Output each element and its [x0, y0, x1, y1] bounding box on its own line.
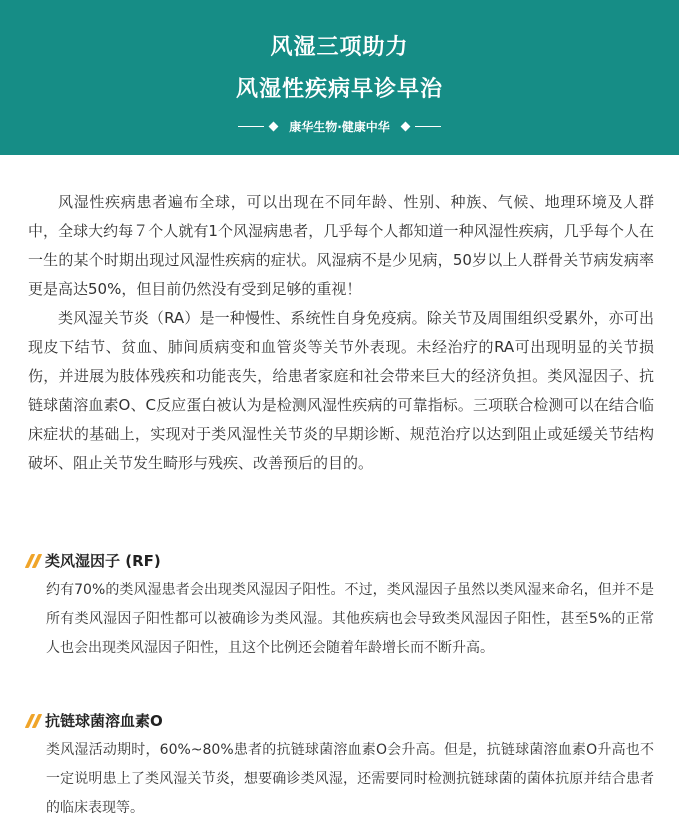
- section-body-rf: 约有70%的类风湿患者会出现类风湿因子阳性。不过，类风湿因子虽然以类风湿来命名，但并不是所有类风湿因子阳性都可以被确诊为类风湿。其他疾病也会导致类风湿因子阳性，甚至5%的正常人也会出现类风湿因子阳性，且这个比例还会随着年龄增长而不断升高。: [46, 582, 654, 656]
- section-title: 抗链球菌溶血素O: [45, 712, 163, 730]
- double-slash-icon: [28, 554, 39, 568]
- diamond-icon: [269, 122, 279, 132]
- section-title: 类风湿因子 (RF): [45, 552, 161, 570]
- double-slash-icon: [28, 714, 39, 728]
- banner-title-line2: 风湿性疾病早诊早治: [235, 77, 443, 102]
- section-heading-aso: [28, 710, 163, 731]
- divider-line-left: [238, 126, 264, 127]
- intro-paragraph-2: 类风湿关节炎（RA）是一种慢性、系统性自身免疫病。除关节及周围组织受累外，亦可出现皮下结节、贫血、肺间质病变和血管炎等关节外表现。未经治疗的RA可出现明显的关节损伤，并进展为肢体残疾和功能丧失，给患者家庭和社会带来巨大的经济负担。类风湿因子、抗链球菌溶血素O、C反应蛋白被认为是检测风湿性疾病的可靠指标。三项联合检测可以在结合临床症状的基础上，实现对于类风湿性关节炎的早期诊断、规范治疗以达到阻止或延缓关节结构破坏、阻止关节发生畸形与残疾、改善预后的目的。: [28, 309, 654, 472]
- banner-title-line1: 风湿三项助力: [270, 35, 409, 60]
- divider-line-right: [415, 126, 441, 127]
- banner-subtitle-row: [0, 118, 679, 135]
- article-intro: [28, 188, 654, 478]
- header-banner: [0, 0, 679, 155]
- section-body-aso: 类风湿活动期时，60%~80%患者的抗链球菌溶血素O会升高。但是，抗链球菌溶血素O升高也不一定说明患上了类风湿关节炎，想要确诊类风湿，还需要同时检测抗链球菌的菌体抗原并结合患者的临床表现等。: [46, 742, 654, 816]
- intro-paragraph-1: 风湿性疾病患者遍布全球，可以出现在不同年龄、性别、种族、气候、地理环境及人群中，全球大约每７个人就有1个风湿病患者，几乎每个人都知道一种风湿性疾病，几乎每个人在一生的某个时期出现过风湿性疾病的症状。风湿病不是少见病，50岁以上人群骨关节病发病率更是高达50%，但目前仍然没有受到足够的重视！: [28, 193, 654, 298]
- diamond-icon: [400, 122, 410, 132]
- banner-subtitle: 康华生物·健康中华: [289, 120, 390, 134]
- section-heading-rf: [28, 550, 161, 571]
